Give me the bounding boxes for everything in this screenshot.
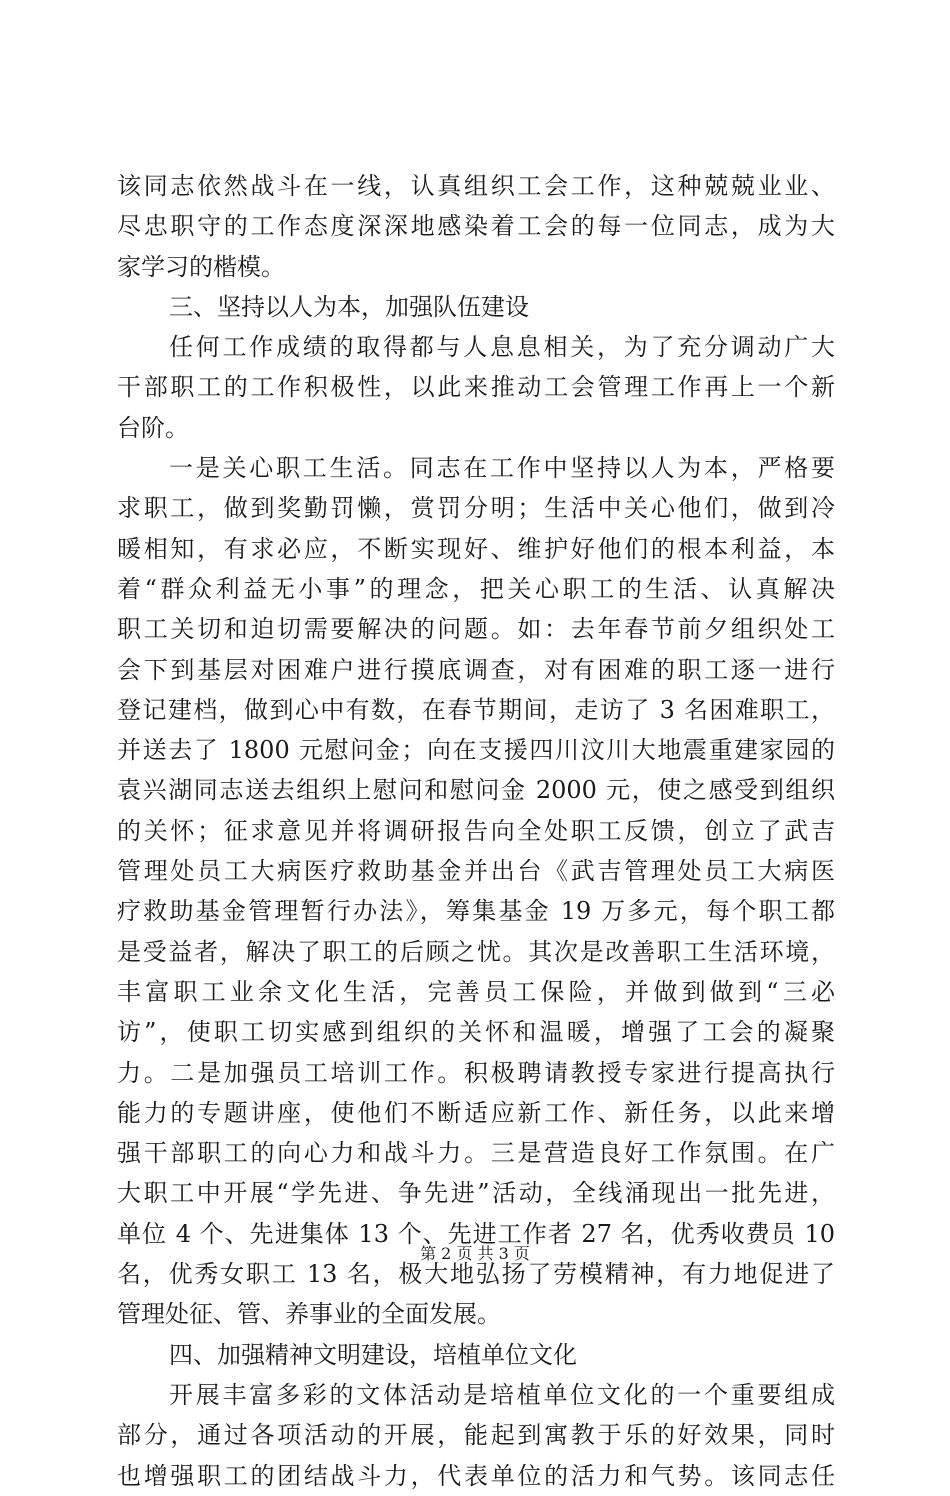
text-line: 疗救助基金管理暂行办法》，筹集基金 19 万多元，每个职工都 [117, 897, 835, 926]
section-heading: 三、坚持以人为本，加强队伍建设 [169, 292, 529, 321]
text-line: 干部职工的工作积极性，以此来推动工会管理工作再上一个新 [117, 373, 835, 402]
text-line: 职工关切和迫切需要解决的问题。如：去年春节前夕组织处工 [117, 615, 835, 644]
text-line: 袁兴湖同志送去组织上慰问和慰问金 2000 元，使之感受到组织 [117, 776, 835, 805]
text-line: 管理处员工大病医疗救助基金并出台《武吉管理处员工大病医 [117, 857, 835, 886]
text-line: 丰富职工业余文化生活，完善员工保险，并做到做到“三必 [117, 977, 835, 1006]
text-line: 力。二是加强员工培训工作。积极聘请教授专家进行提高执行 [117, 1058, 835, 1087]
text-line: 能力的专题讲座，使他们不断适应新工作、新任务，以此来增 [117, 1098, 835, 1127]
text-line: 尽忠职守的工作态度深深地感染着工会的每一位同志，成为大 [117, 212, 835, 241]
text-line: 家学习的楷模。 [117, 252, 285, 281]
page-footer: 第 2 页 共 3 页 [420, 1244, 530, 1263]
text-line: 会下到基层对困难户进行摸底调查，对有困难的职工逐一进行 [117, 655, 835, 684]
text-line: 也增强职工的团结战斗力，代表单位的活力和气势。该同志任 [117, 1461, 835, 1490]
text-line: 一是关心职工生活。同志在工作中坚持以人为本，严格要 [169, 454, 835, 483]
text-line: 名，优秀女职工 13 名，极大地弘扬了劳模精神，有力地促进了 [117, 1260, 835, 1289]
text-line: 访”，使职工切实感到组织的关怀和温暖，增强了工会的凝聚 [117, 1018, 835, 1047]
document-body [117, 166, 835, 1496]
text-line: 开展丰富多彩的文体活动是培植单位文化的一个重要组成 [169, 1380, 835, 1409]
text-line: 的关怀；征求意见并将调研报告向全处职工反馈，创立了武吉 [117, 816, 835, 845]
text-line: 暖相知，有求必应，不断实现好、维护好他们的根本利益，本 [117, 534, 835, 563]
text-line: 任何工作成绩的取得都与人息息相关，为了充分调动广大 [169, 333, 835, 362]
text-line: 是受益者，解决了职工的后顾之忧。其次是改善职工生活环境， [117, 937, 835, 966]
section-heading: 四、加强精神文明建设，培植单位文化 [169, 1340, 577, 1369]
text-line: 单位 4 个、先进集体 13 个、先进工作者 27 名，优秀收费员 10 [117, 1219, 835, 1248]
text-line: 部分，通过各项活动的开展，能起到寓教于乐的好效果，同时 [117, 1421, 835, 1450]
text-line: 该同志依然战斗在一线，认真组织工会工作，这种兢兢业业、 [117, 172, 835, 200]
text-line: 并送去了 1800 元慰问金；向在支援四川汶川大地震重建家园的 [117, 736, 835, 765]
text-line: 大职工中开展“学先进、争先进”活动，全线涌现出一批先进， [117, 1179, 835, 1208]
text-line: 台阶。 [117, 413, 189, 442]
text-line: 管理处征、管、养事业的全面发展。 [117, 1300, 501, 1329]
text-line: 登记建档，做到心中有数，在春节期间，走访了 3 名困难职工， [117, 695, 835, 724]
text-line: 强干部职工的向心力和战斗力。三是营造良好工作氛围。在广 [117, 1139, 835, 1168]
text-line: 求职工，做到奖勤罚懒，赏罚分明；生活中关心他们，做到冷 [117, 494, 835, 523]
text-line: 着“群众利益无小事”的理念，把关心职工的生活、认真解决 [117, 574, 835, 603]
